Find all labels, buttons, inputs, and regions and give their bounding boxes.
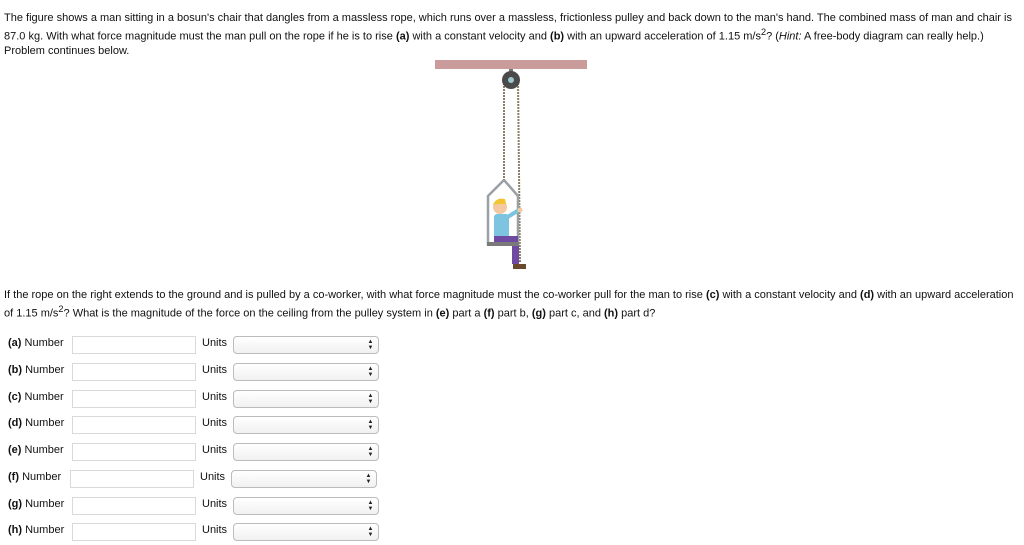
answer-label: (d) Number — [8, 417, 65, 429]
answer-label: (e) Number — [8, 444, 64, 456]
hint-open: ( — [775, 30, 779, 43]
units-select-b[interactable] — [233, 363, 379, 381]
units-select-d[interactable] — [233, 416, 379, 434]
part-b-end: ? — [766, 30, 776, 43]
part-d-tag: (d) — [860, 289, 875, 301]
units-label: Units — [202, 444, 228, 456]
cont-text-3: with an upward acceleration of 1.15 m/s — [4, 289, 1014, 320]
answer-label: (c) Number — [8, 391, 64, 403]
select-arrows-icon: ▲ ▼ — [367, 366, 374, 378]
units-label: Units — [202, 364, 228, 376]
select-arrows-icon: ▲ ▼ — [367, 393, 374, 405]
hint-text: A free-body diagram can really help.) Problem continues below. — [4, 30, 984, 57]
number-input-f[interactable] — [70, 470, 194, 488]
answer-label: (f) Number — [8, 471, 62, 483]
number-input-e[interactable] — [72, 443, 196, 461]
units-select-a[interactable] — [233, 336, 379, 354]
number-input-d[interactable] — [72, 416, 196, 434]
man-boot — [513, 264, 526, 269]
cont-text-6: part b, — [494, 307, 532, 320]
units-label: Units — [202, 498, 228, 510]
units-label: Units — [202, 524, 228, 536]
part-c-tag: (c) — [705, 289, 720, 301]
number-input-h[interactable] — [72, 523, 196, 541]
part-e-tag: (e) — [435, 307, 450, 320]
cont-exponent: 2 — [58, 304, 64, 314]
part-b-text: with an upward acceleration of 1.15 m/s — [564, 30, 761, 43]
cont-text-1: If the rope on the right extends to the ground and is pulled by a co-worker, with what force magnitude must the co-worker pull for the man to rise — [4, 289, 706, 301]
units-select-c[interactable] — [233, 390, 379, 408]
answer-label: (b) Number — [8, 364, 65, 376]
cont-text-7: part c, and — [545, 307, 605, 320]
cont-text-8: part d? — [618, 307, 656, 320]
units-select-e[interactable] — [233, 443, 379, 461]
select-arrows-icon: ▲ ▼ — [367, 526, 374, 538]
answer-label: (g) Number — [8, 498, 65, 510]
answer-label: (h) Number — [8, 524, 65, 536]
select-arrows-icon: ▲ ▼ — [367, 419, 374, 431]
units-select-h[interactable] — [233, 523, 379, 541]
part-a-text: with a constant velocity and — [409, 30, 551, 43]
problem-continuation — [4, 288, 1020, 321]
man-hand — [518, 208, 523, 213]
select-arrows-icon: ▲ ▼ — [367, 339, 374, 351]
bosun-chair-figure — [430, 58, 595, 280]
part-a-tag: (a) — [395, 30, 410, 43]
answer-label: (a) Number — [8, 337, 64, 349]
problem-statement — [4, 11, 1020, 58]
units-label: Units — [202, 417, 228, 429]
units-label: Units — [202, 337, 228, 349]
units-label: Units — [200, 471, 226, 483]
man-figure — [493, 199, 526, 269]
number-input-c[interactable] — [72, 390, 196, 408]
number-input-a[interactable] — [72, 336, 196, 354]
select-arrows-icon: ▲ ▼ — [365, 473, 372, 485]
number-input-g[interactable] — [72, 497, 196, 515]
select-arrows-icon: ▲ ▼ — [367, 446, 374, 458]
cont-text-5: part a — [449, 307, 484, 320]
hint-label: Hint: — [778, 30, 802, 43]
part-g-tag: (g) — [531, 307, 546, 320]
select-arrows-icon: ▲ ▼ — [367, 500, 374, 512]
cont-text-4: ? What is the magnitude of the force on the ceiling from the pulley system in — [63, 307, 436, 320]
ceiling-beam — [435, 60, 587, 69]
units-label: Units — [202, 391, 228, 403]
part-f-tag: (f) — [483, 307, 495, 320]
units-select-f[interactable] — [231, 470, 377, 488]
pulley-axle — [508, 77, 514, 83]
part-b-tag: (b) — [550, 30, 565, 43]
number-input-b[interactable] — [72, 363, 196, 381]
part-b-exponent: 2 — [760, 27, 767, 37]
units-select-g[interactable] — [233, 497, 379, 515]
chair-seat — [487, 242, 519, 246]
intro-text: The figure shows a man sitting in a bosun's chair that dangles from a massless rope, which runs over a massless, frictionless pulley and back down to the man's hand. The combined mass of man and chair is 87.0 kg. With what force magnitude must the man pull on the rope if he is to rise — [4, 12, 1012, 43]
cont-text-2: with a constant velocity and — [719, 289, 861, 301]
part-h-tag: (h) — [604, 307, 619, 320]
